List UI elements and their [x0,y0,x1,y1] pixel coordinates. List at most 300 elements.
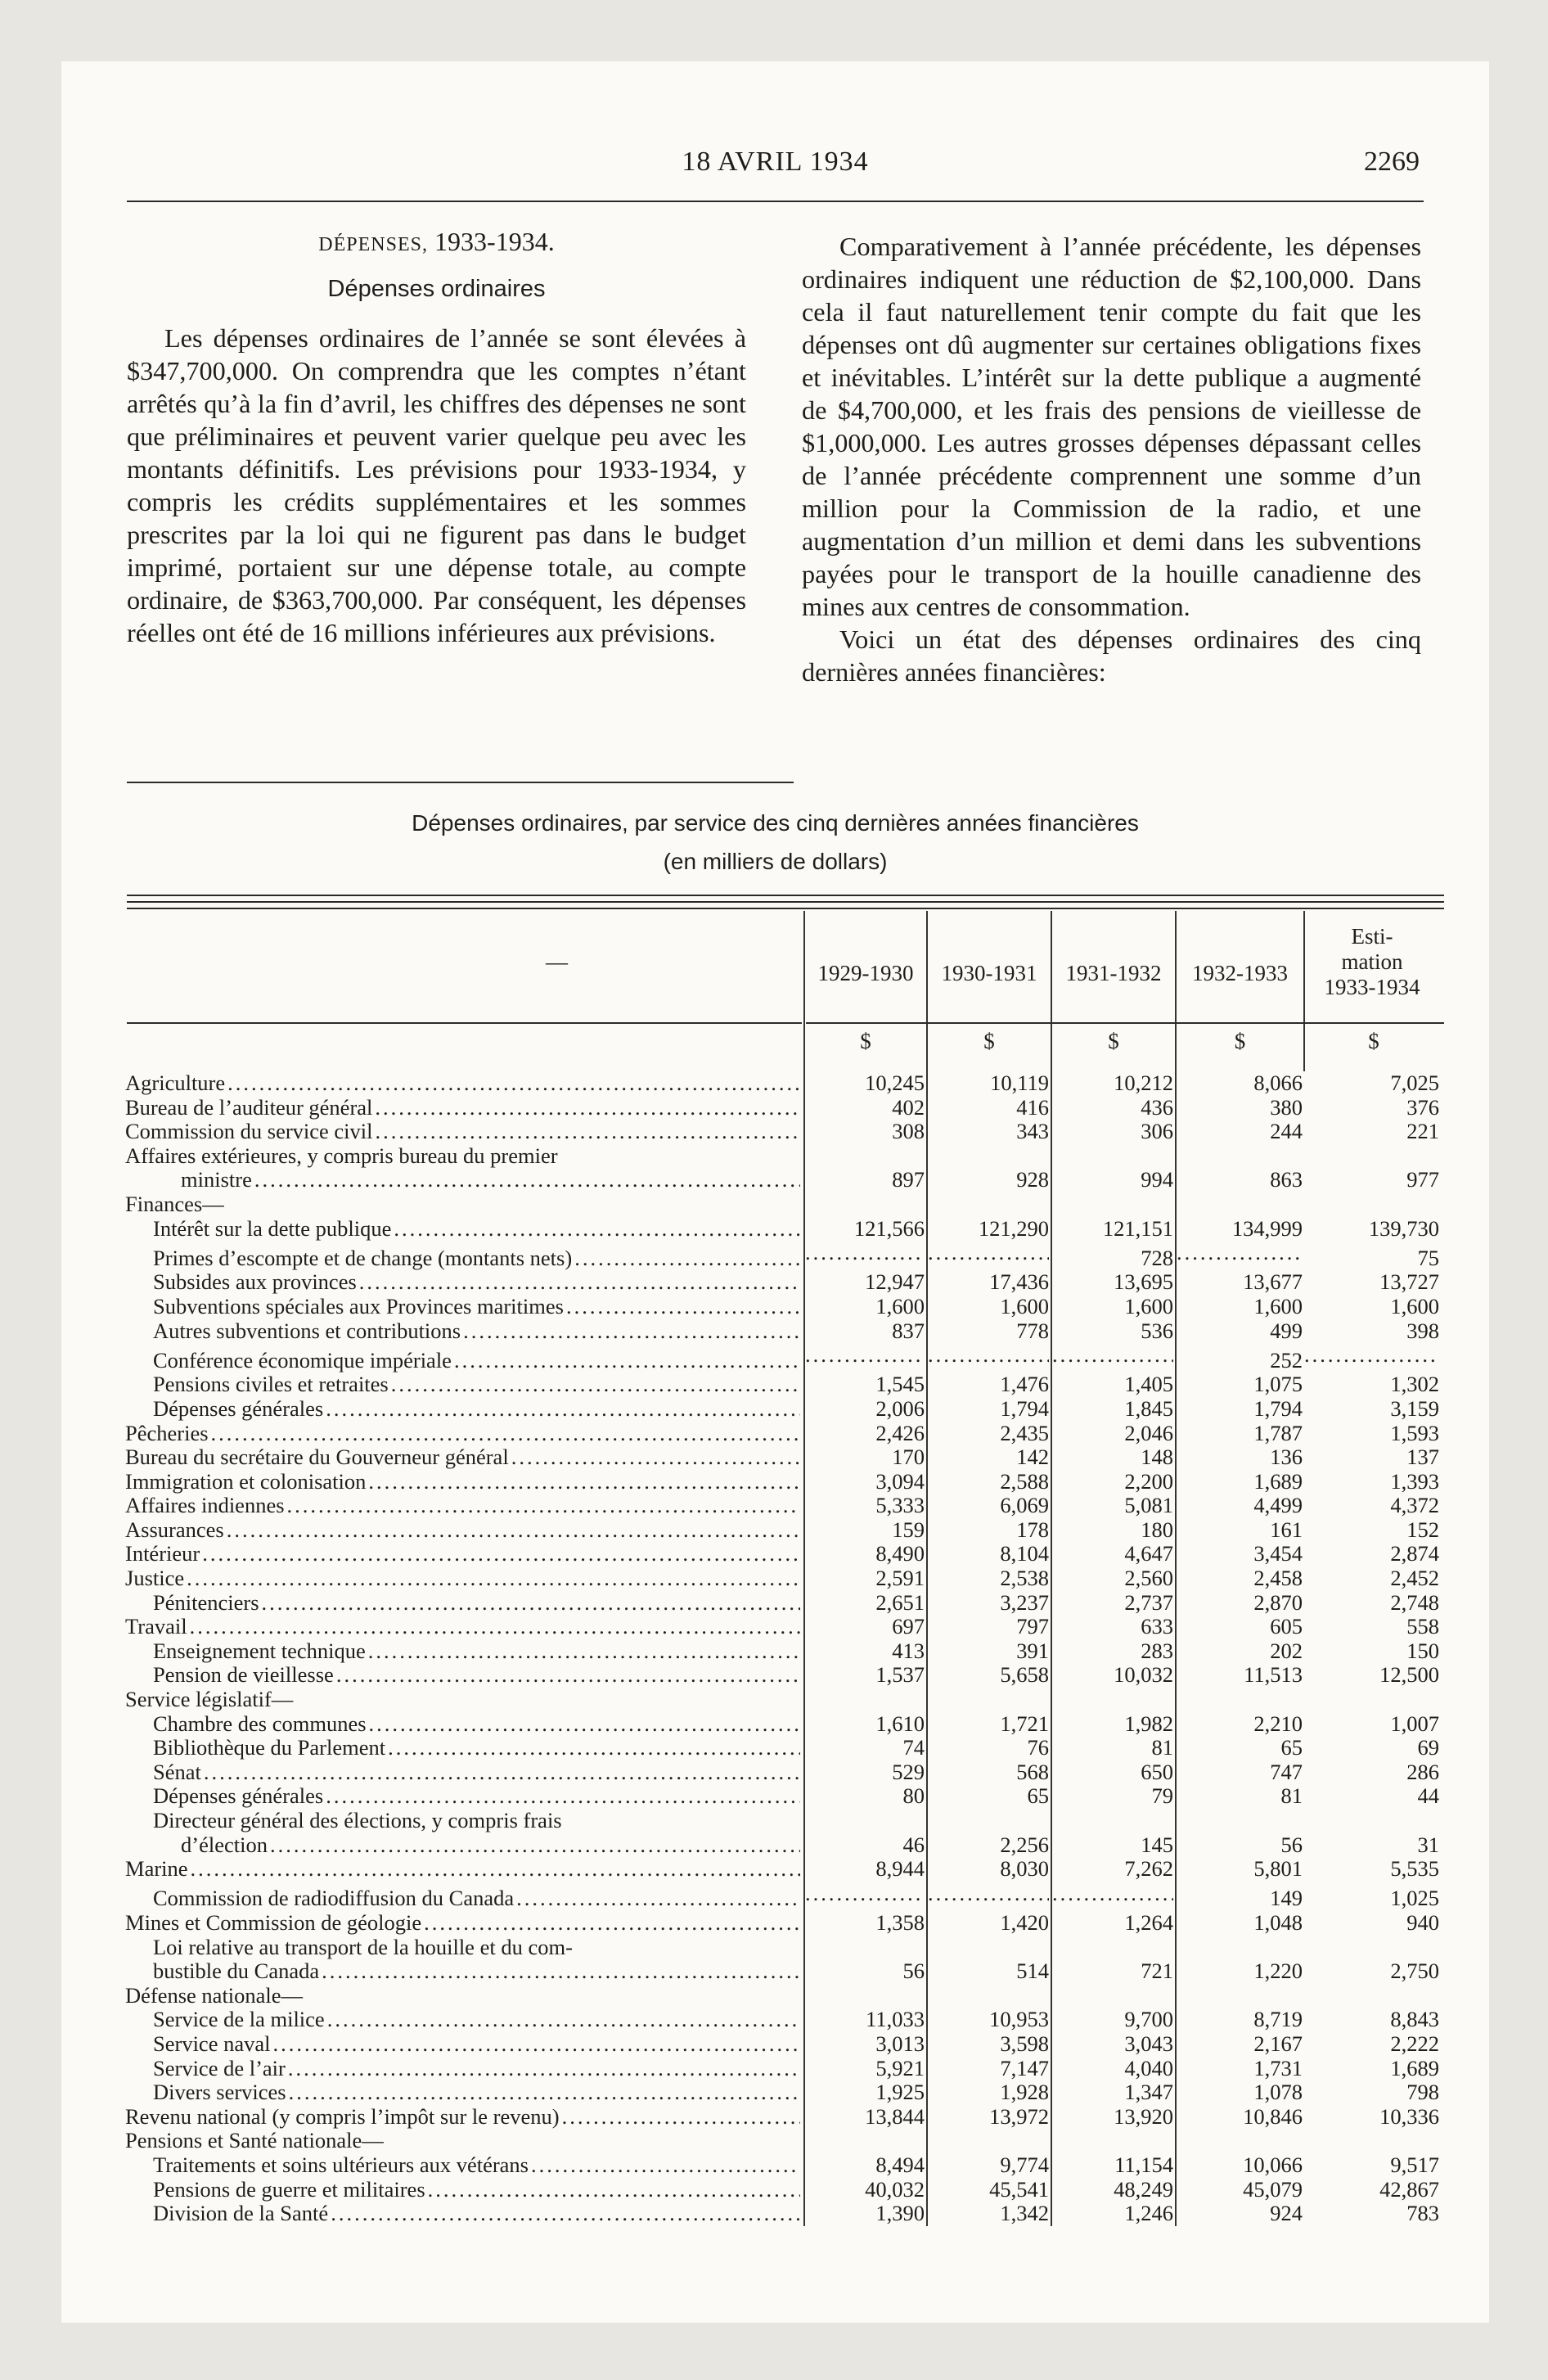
row-label-text: Commission du service civil [125,1120,373,1144]
table-row [125,1241,1442,1270]
value-cell: 81 [1051,1736,1176,1760]
section-heading: DÉPENSES, 1933-1934. [318,227,555,256]
value-cell: 2,435 [927,1422,1051,1446]
table-row [125,1470,1442,1494]
value-cell: 40,032 [804,2178,927,2202]
value-cell: 306 [1051,1120,1176,1144]
value-cell [1304,1343,1442,1373]
row-label-text: Bibliothèque du Parlement [153,1736,386,1760]
value-cell [1051,1882,1176,1911]
leader-dots [270,1833,800,1858]
table-row [125,1518,1442,1543]
value-cell: 149 [1176,1882,1304,1911]
value-cell: 5,801 [1176,1857,1304,1882]
leader-dots [428,2178,800,2202]
leader-dots [202,1542,800,1566]
value-cell: 1,078 [1176,2080,1304,2105]
right-paragraph-1: Comparativement à l’année précédente, les dépenses ordinaires indiquent une réduction de $2,100,000. Dans cela il faut naturellement tenir compte du fait que les dépenses ont dû augmenter sur certaines obligations fixes et inévitables. L’intérêt sur la dette publique a augmenté de $4,700,000, et les frais des pensions de vieillesse de $1,000,000. Les autres grosses dépenses dépassant celles de l’année précédente comprennent une somme d’un million pour la Commission de la radio, et une augmentation d’un million et demi dans les subventions payées pour le transport de la houille canadienne des mines aux centres de consommation. [802,232,1421,621]
value-cell [1176,2129,1304,2153]
table-row [125,1120,1442,1144]
value-cell: 798 [1406,2080,1439,2105]
value-cell: 3,094 [804,1470,927,1494]
row-label-text: Pensions civiles et retraites [153,1373,389,1397]
unit-cell: $ [1176,1012,1304,1071]
row-label [125,1445,804,1470]
value-cell: 202 [1176,1639,1304,1664]
value-cell: 11,033 [804,2008,927,2032]
value-cell [927,2129,1051,2153]
empty-value-dots [1177,1241,1303,1265]
value-cell: 940 [1406,1910,1439,1935]
value-cell: 286 [1406,1760,1439,1784]
value-cell: 2,458 [1176,1566,1304,1591]
value-cell: 605 [1176,1615,1304,1639]
row-label-text: Directeur général des élections, y compris frais [153,1809,562,1832]
table-row [125,1857,1442,1882]
empty-value-dots [928,1343,1049,1368]
row-label [125,2129,804,2153]
table-row [125,1168,1442,1192]
row-label-text: Subventions spéciales aux Provinces maritimes [153,1294,564,1318]
row-label [125,1833,804,1858]
value-cell: 1,610 [804,1712,927,1737]
leader-dots [391,1373,800,1397]
value-cell [804,1343,927,1373]
value-cell: 343 [927,1120,1051,1144]
value-cell: 1,600 [804,1295,927,1319]
value-cell: 3,598 [927,2032,1051,2057]
value-cell: 928 [927,1168,1051,1192]
value-cell [927,1882,1051,1911]
value-cell: 10,846 [1176,2105,1304,2130]
left-column [127,222,746,649]
empty-value-dots [1052,1343,1173,1368]
row-label [125,1071,804,1096]
row-label-text: Sénat [153,1760,201,1784]
row-label [125,1494,804,1518]
leader-dots [287,1494,800,1518]
row-label [125,1911,804,1936]
value-cell: 17,436 [927,1270,1051,1295]
leader-dots [227,1518,800,1543]
value-cell: 56 [1176,1833,1304,1858]
value-cell: 5,333 [804,1494,927,1518]
value-cell: 1,721 [927,1712,1051,1737]
value-cell [927,1984,1051,2008]
table-row [125,1809,1442,1833]
value-cell: 837 [804,1319,927,1344]
table-row [125,2057,1442,2081]
value-cell: 11,154 [1051,2153,1176,2178]
table-row [125,1688,1442,1712]
row-label [125,2178,804,2202]
empty-value-dots [805,1343,925,1368]
table-row [125,2202,1442,2226]
row-label [125,2008,804,2032]
table-row [125,1712,1442,1737]
value-cell: 178 [927,1518,1051,1543]
unit-cell: $ [1051,1012,1176,1071]
table-row [125,2129,1442,2153]
value-cell [1304,1192,1442,1217]
leader-dots [262,1591,800,1616]
row-label [125,1639,804,1664]
value-cell [927,1241,1051,1270]
value-cell: 8,030 [927,1857,1051,1882]
value-cell: 924 [1176,2202,1304,2226]
table-row [125,1096,1442,1120]
value-cell: 2,737 [1051,1591,1176,1616]
row-label [125,1784,804,1809]
value-cell: 308 [804,1120,927,1144]
value-cell: 2,560 [1051,1566,1176,1591]
value-cell [1051,1192,1176,1217]
value-cell: 139,730 [1368,1216,1439,1241]
value-cell: 2,222 [1390,2031,1439,2056]
leader-dots [375,1096,800,1120]
table-row [125,1319,1442,1344]
document-page [61,61,1489,2323]
row-label [125,1270,804,1295]
row-label [125,1712,804,1737]
leader-dots [454,1349,800,1373]
value-cell: 1,390 [804,2202,927,2226]
value-cell: 897 [804,1168,927,1192]
row-label-text: Pensions de guerre et militaires [153,2177,425,2202]
table-row [125,1911,1442,1936]
value-cell: 10,953 [927,2008,1051,2032]
leader-dots [331,2202,800,2226]
value-cell: 697 [804,1615,927,1639]
unit-row-stub [125,1012,804,1071]
value-cell: 1,593 [1390,1421,1439,1445]
value-cell: 2,538 [927,1566,1051,1591]
leader-dots [511,1445,800,1470]
value-cell: 10,245 [804,1071,927,1096]
value-cell: 136 [1176,1445,1304,1470]
value-cell: 1,347 [1051,2080,1176,2105]
table-row [125,1959,1442,1984]
leader-dots [187,1566,800,1591]
row-label [125,1241,804,1270]
value-cell: 376 [1406,1095,1439,1120]
leader-dots [190,1615,800,1639]
table-row [125,1984,1442,2008]
value-cell: 1,689 [1176,1470,1304,1494]
value-cell: 9,517 [1390,2152,1439,2177]
table-row [125,2080,1442,2105]
table-row [125,1397,1442,1422]
row-label-text: Commission de radiodiffusion du Canada [153,1886,515,1911]
value-cell: 1,358 [804,1911,927,1936]
value-cell: 10,032 [1051,1663,1176,1688]
value-cell: 2,046 [1051,1422,1176,1446]
row-label-text: Mines et Commission de géologie [125,1910,422,1935]
number-header-rule [806,1022,1444,1024]
row-label-text: Revenu national (y compris l’impôt sur le revenu) [125,2104,560,2129]
value-cell [1304,1144,1442,1169]
value-cell: 42,867 [1379,2177,1439,2202]
value-cell: 416 [927,1096,1051,1120]
value-cell: 161 [1176,1518,1304,1543]
value-cell [1051,1809,1176,1833]
table-row [125,1144,1442,1169]
leader-dots [516,1886,800,1911]
value-cell: 283 [1051,1639,1176,1664]
row-label [125,2080,804,2105]
table-row [125,1373,1442,1397]
row-label [125,1397,804,1422]
row-label-text: Immigration et colonisation [125,1469,367,1494]
row-label [125,1984,804,2008]
row-label-text: Finances— [125,1192,224,1216]
value-cell: 3,043 [1051,2032,1176,2057]
value-cell: 1,600 [1176,1295,1304,1319]
value-cell: 1,220 [1176,1959,1304,1984]
leader-dots [191,1857,800,1882]
value-cell: 633 [1051,1615,1176,1639]
leader-dots [376,1120,800,1144]
value-cell: 121,151 [1051,1217,1176,1242]
value-cell: 994 [1051,1168,1176,1192]
empty-value-dots [928,1241,1049,1265]
value-cell: 5,081 [1051,1494,1176,1518]
table-row [125,1936,1442,1960]
row-label [125,1591,804,1616]
value-cell: 1,007 [1390,1711,1439,1736]
value-cell: 3,159 [1390,1396,1439,1421]
leader-dots [574,1246,800,1271]
row-label-text: Défense nationale— [125,1983,304,2008]
leader-dots [288,2057,800,2081]
value-cell [1051,1144,1176,1169]
page-date: 18 AVRIL 1934 [682,146,869,177]
leader-dots [326,1397,800,1422]
value-cell: 797 [927,1615,1051,1639]
value-cell: 44 [1417,1784,1439,1809]
value-cell [1176,1936,1304,1960]
row-label-text: Dépenses générales [153,1784,324,1809]
table-top-rule-1 [127,895,1444,896]
row-label [125,2202,804,2226]
row-label-text: Primes d’escompte et de change (montants nets) [153,1246,573,1270]
row-label [125,1857,804,1882]
value-cell [927,1936,1051,1960]
value-cell: 65 [1176,1736,1304,1760]
value-cell [1304,1936,1442,1960]
value-cell: 1,420 [927,1911,1051,1936]
value-cell: 2,006 [804,1397,927,1422]
value-cell: 2,256 [927,1833,1051,1858]
row-label [125,1096,804,1120]
value-cell: 81 [1176,1784,1304,1809]
table-row [125,2032,1442,2057]
value-cell: 13,677 [1176,1270,1304,1295]
value-cell: 13,844 [804,2105,927,2130]
value-cell: 413 [804,1639,927,1664]
value-cell: 436 [1051,1096,1176,1120]
unit-cell: $ [804,1012,927,1071]
table-row [125,1615,1442,1639]
row-label [125,1936,804,1960]
value-cell [1176,1144,1304,1169]
value-cell: 74 [804,1736,927,1760]
value-cell: 8,494 [804,2153,927,2178]
leader-dots [562,2105,800,2130]
value-cell: 747 [1176,1760,1304,1785]
table-row [125,2105,1442,2130]
row-label-text: Conférence économique impériale [153,1348,452,1373]
value-cell: 650 [1051,1760,1176,1785]
row-label-text: Service de l’air [153,2056,286,2080]
value-cell: 56 [804,1959,927,1984]
table-row [125,1295,1442,1319]
value-cell [804,1241,927,1270]
column-header: 1932-1933 [1176,911,1304,1012]
value-cell [1304,1984,1442,2008]
row-label-text: Chambre des communes [153,1711,367,1736]
value-cell: 1,689 [1390,2056,1439,2080]
value-cell [1051,2129,1176,2153]
row-label-text: Marine [125,1857,188,1882]
value-cell: 3,013 [804,2032,927,2057]
row-label [125,1615,804,1639]
value-cell: 5,921 [804,2057,927,2081]
leader-dots [327,2008,800,2032]
row-label [125,1373,804,1397]
value-cell: 252 [1176,1343,1304,1373]
value-cell: 1,537 [804,1663,927,1688]
value-cell: 7,262 [1051,1857,1176,1882]
row-label-text: Divers services [153,2080,286,2105]
value-cell: 1,302 [1390,1373,1439,1397]
value-cell: 4,499 [1176,1494,1304,1518]
value-cell: 1,075 [1176,1373,1304,1397]
value-cell: 5,658 [927,1663,1051,1688]
row-label [125,1470,804,1494]
value-cell: 8,843 [1390,2008,1439,2032]
unit-row [125,1012,1442,1071]
value-cell [927,1192,1051,1217]
empty-value-dots [1052,1882,1173,1906]
value-cell: 2,200 [1051,1470,1176,1494]
value-cell: 1,925 [804,2080,927,2105]
value-cell [804,1936,927,1960]
right-paragraph-2: Voici un état des dépenses ordinaires des cinq dernières années financières: [802,624,1421,687]
row-label-text: Loi relative au transport de la houille et du com- [153,1935,573,1959]
value-cell: 8,104 [927,1542,1051,1566]
value-cell: 4,647 [1051,1542,1176,1566]
value-cell: 6,069 [927,1494,1051,1518]
value-cell: 65 [927,1784,1051,1809]
value-cell: 150 [1406,1639,1439,1663]
row-label-text: Intérêt sur la dette publique [153,1216,392,1241]
value-cell [804,1144,927,1169]
value-cell: 1,600 [1390,1294,1439,1318]
value-cell: 159 [804,1518,927,1543]
table-row [125,1071,1442,1096]
value-cell: 244 [1176,1120,1304,1144]
value-cell: 1,982 [1051,1712,1176,1737]
value-cell: 180 [1051,1518,1176,1543]
value-cell: 2,591 [804,1566,927,1591]
value-cell: 1,476 [927,1373,1051,1397]
row-label-text: Dépenses générales [153,1396,324,1421]
value-cell: 121,290 [927,1217,1051,1242]
value-cell [1176,1192,1304,1217]
table-row [125,1445,1442,1470]
row-label-text: Pêcheries [125,1421,209,1445]
value-cell: 10,119 [927,1071,1051,1096]
row-label-text: Bureau de l’auditeur général [125,1095,373,1120]
value-cell: 1,246 [1051,2202,1176,2226]
table-row [125,1566,1442,1591]
value-cell [1176,1809,1304,1833]
table-row [125,1270,1442,1295]
leader-dots [272,2032,800,2057]
value-cell [804,2129,927,2153]
value-cell [804,1192,927,1217]
value-cell: 221 [1406,1120,1439,1144]
table-row [125,1760,1442,1785]
value-cell: 13,695 [1051,1270,1176,1295]
value-cell: 1,405 [1051,1373,1176,1397]
value-cell: 402 [804,1096,927,1120]
row-label-text: Subsides aux provinces [153,1270,357,1295]
column-header-line: 1933-1934 [1324,974,1420,999]
row-label [125,1809,804,1833]
row-label-text: Bureau du secrétaire du Gouverneur général [125,1445,509,1470]
row-label [125,1688,804,1712]
value-cell [1304,2129,1442,2153]
row-label [125,1760,804,1785]
value-cell: 2,588 [927,1470,1051,1494]
column-header-line: Esti- [1351,923,1393,949]
column-header: 1930-1931 [927,911,1051,1012]
value-cell: 13,972 [927,2105,1051,2130]
value-cell: 499 [1176,1319,1304,1344]
value-cell: 69 [1417,1736,1439,1760]
header-rule [127,201,1424,202]
value-cell: 3,237 [927,1591,1051,1616]
value-cell: 148 [1051,1445,1176,1470]
table-row [125,1192,1442,1217]
value-cell [804,1984,927,2008]
value-cell: 80 [804,1784,927,1809]
row-label [125,1663,804,1688]
value-cell: 2,426 [804,1422,927,1446]
value-cell: 2,874 [1390,1542,1439,1566]
row-label [125,2057,804,2081]
leader-dots [359,1270,800,1295]
value-cell: 536 [1051,1319,1176,1344]
value-cell [927,1343,1051,1373]
value-cell: 1,048 [1176,1911,1304,1936]
leader-dots [336,1663,800,1688]
value-cell: 10,336 [1379,2104,1439,2129]
row-label-text: bustible du Canada [153,1959,320,1984]
value-cell: 10,066 [1176,2153,1304,2178]
row-label-text: Pensions et Santé nationale— [125,2129,384,2153]
row-label [125,2105,804,2130]
value-cell: 2,748 [1390,1590,1439,1615]
leader-dots [463,1319,800,1344]
value-cell: 9,774 [927,2153,1051,2178]
value-cell: 2,167 [1176,2032,1304,2057]
value-cell: 5,535 [1390,1857,1439,1882]
value-cell: 145 [1051,1833,1176,1858]
leader-dots [368,1470,800,1494]
